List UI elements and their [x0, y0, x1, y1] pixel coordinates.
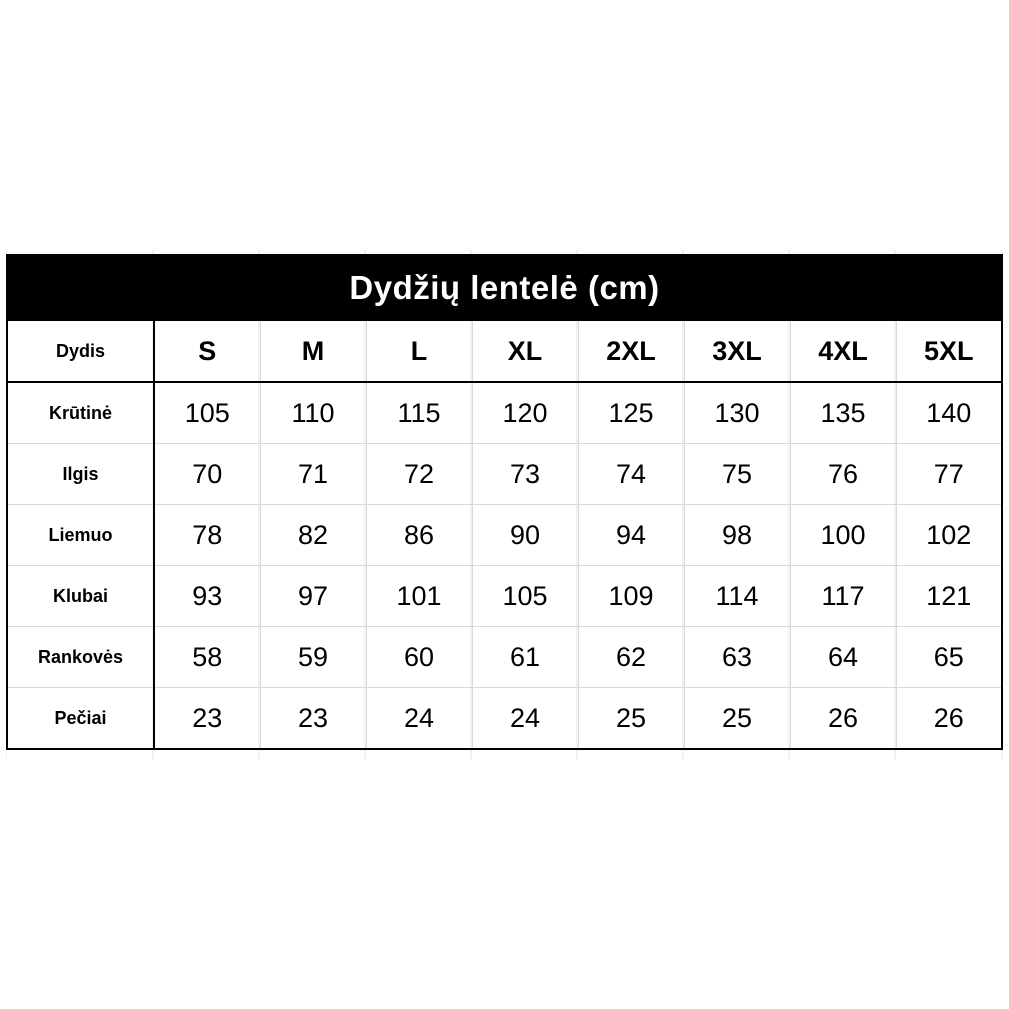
table-cell: 115 [366, 382, 472, 444]
header-row [7, 320, 1002, 382]
table-cell: 117 [790, 566, 896, 627]
table-cell: 110 [260, 382, 366, 444]
table-cell: 62 [578, 627, 684, 688]
size-header-m: M [260, 320, 366, 382]
table-cell: 73 [472, 444, 578, 505]
table-cell: 94 [578, 505, 684, 566]
table-cell: 76 [790, 444, 896, 505]
table-row-sleeves [7, 627, 1002, 688]
table-cell: 63 [684, 627, 790, 688]
table-row-hips [7, 566, 1002, 627]
table-cell: 101 [366, 566, 472, 627]
size-header-l: L [366, 320, 472, 382]
table-cell: 93 [154, 566, 260, 627]
table-row-shoulders [7, 688, 1002, 750]
table-cell: 65 [896, 627, 1002, 688]
table-cell: 109 [578, 566, 684, 627]
table-cell: 75 [684, 444, 790, 505]
table-cell: 61 [472, 627, 578, 688]
row-label: Krūtinė [7, 382, 154, 444]
size-chart-table [6, 254, 1003, 750]
table-cell: 64 [790, 627, 896, 688]
size-header-5xl: 5XL [896, 320, 1002, 382]
table-cell: 23 [154, 688, 260, 750]
table-cell: 86 [366, 505, 472, 566]
table-title: Dydžių lentelė (cm) [7, 255, 1002, 320]
table-cell: 130 [684, 382, 790, 444]
size-header-s: S [154, 320, 260, 382]
table-cell: 98 [684, 505, 790, 566]
table-cell: 135 [790, 382, 896, 444]
size-header-label: Dydis [7, 320, 154, 382]
row-label: Ilgis [7, 444, 154, 505]
table-cell: 72 [366, 444, 472, 505]
size-header-xl: XL [472, 320, 578, 382]
row-label: Rankovės [7, 627, 154, 688]
title-row [7, 255, 1002, 320]
table-cell: 120 [472, 382, 578, 444]
table-cell: 23 [260, 688, 366, 750]
table-row-chest [7, 382, 1002, 444]
table-row-waist [7, 505, 1002, 566]
table-cell: 82 [260, 505, 366, 566]
table-cell: 78 [154, 505, 260, 566]
table-cell: 26 [896, 688, 1002, 750]
size-header-4xl: 4XL [790, 320, 896, 382]
size-header-3xl: 3XL [684, 320, 790, 382]
table-cell: 105 [472, 566, 578, 627]
table-cell: 140 [896, 382, 1002, 444]
table-cell: 90 [472, 505, 578, 566]
table-cell: 25 [578, 688, 684, 750]
table-cell: 26 [790, 688, 896, 750]
table-cell: 24 [366, 688, 472, 750]
table-cell: 58 [154, 627, 260, 688]
table-row-length [7, 444, 1002, 505]
table-cell: 114 [684, 566, 790, 627]
table-cell: 25 [684, 688, 790, 750]
table-cell: 121 [896, 566, 1002, 627]
row-label: Pečiai [7, 688, 154, 750]
table-cell: 97 [260, 566, 366, 627]
table-cell: 70 [154, 444, 260, 505]
table-cell: 60 [366, 627, 472, 688]
table-cell: 102 [896, 505, 1002, 566]
row-label: Liemuo [7, 505, 154, 566]
table-cell: 71 [260, 444, 366, 505]
size-header-2xl: 2XL [578, 320, 684, 382]
table-cell: 74 [578, 444, 684, 505]
table-cell: 24 [472, 688, 578, 750]
table-cell: 100 [790, 505, 896, 566]
table-cell: 125 [578, 382, 684, 444]
table-cell: 105 [154, 382, 260, 444]
row-label: Klubai [7, 566, 154, 627]
table-cell: 59 [260, 627, 366, 688]
table-cell: 77 [896, 444, 1002, 505]
